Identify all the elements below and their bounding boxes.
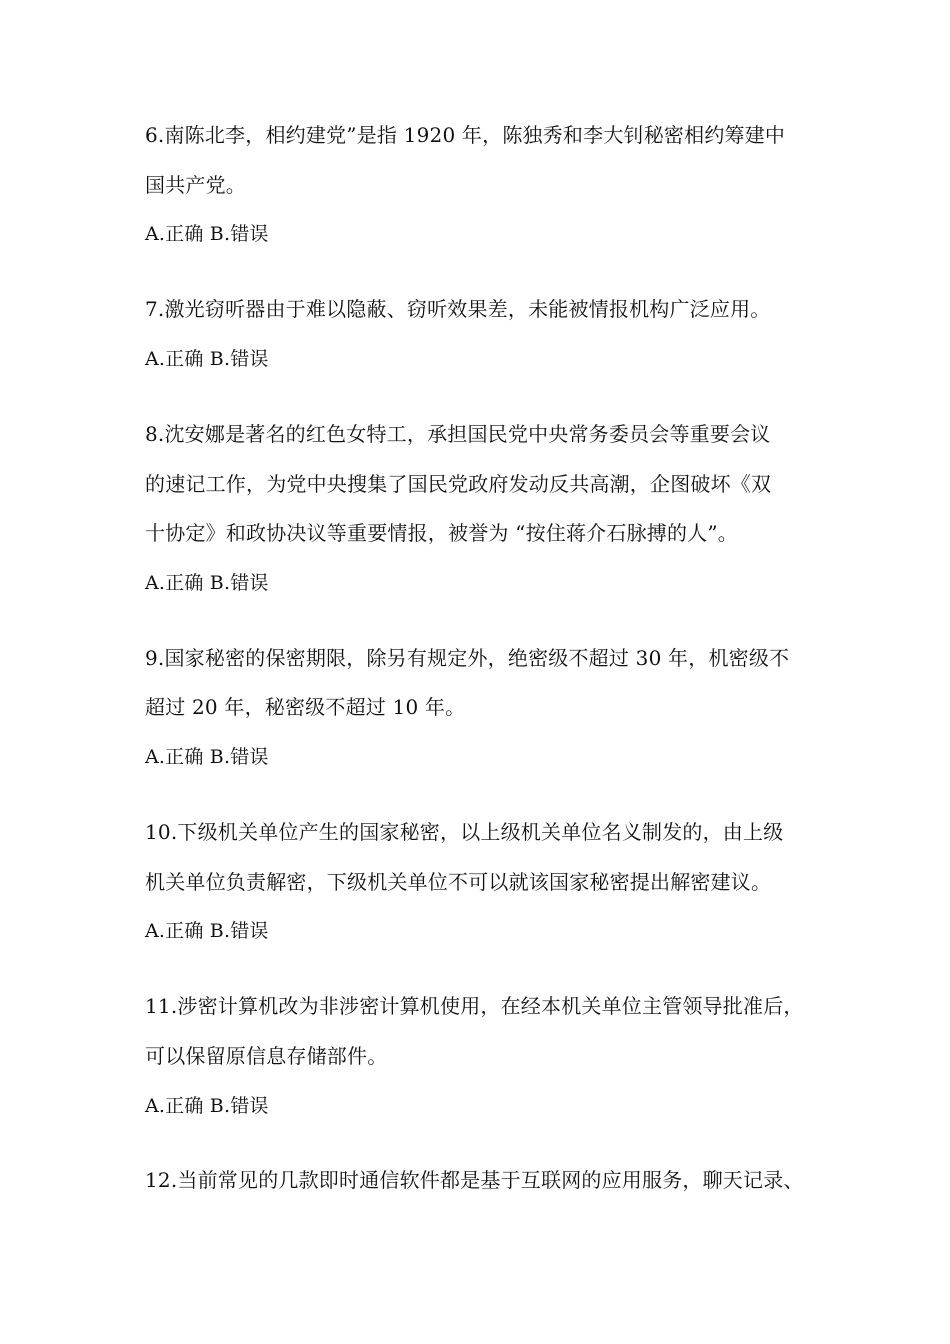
question-8-line-1: 8.沈安娜是著名的红色女特工，承担国民党中央常务委员会等重要会议 — [145, 422, 771, 446]
question-12-line-1: 12.当前常见的几款即时通信软件都是基于互联网的应用服务，聊天记录、 — [145, 1168, 804, 1192]
question-9-options: A.正确 B.错误 — [145, 746, 269, 768]
question-11-options: A.正确 B.错误 — [145, 1095, 269, 1117]
question-8-options: A.正确 B.错误 — [145, 572, 269, 594]
question-6-line-2: 国共产党。 — [145, 173, 246, 197]
question-11-line-1: 11.涉密计算机改为非涉密计算机使用，在经本机关单位主管领导批准后， — [145, 994, 804, 1018]
question-9-line-2: 超过 20 年，秘密级不超过 10 年。 — [145, 695, 466, 719]
question-10-options: A.正确 B.错误 — [145, 920, 269, 942]
question-6-options: A.正确 B.错误 — [145, 223, 269, 245]
question-7-line-1: 7.激光窃听器由于难以隐蔽、窃听效果差，未能被情报机构广泛应用。 — [145, 297, 771, 321]
question-8-line-2: 的速记工作，为党中央搜集了国民党政府发动反共高潮，企图破坏《双 — [145, 472, 772, 496]
question-10-line-2: 机关单位负责解密，下级机关单位不可以就该国家秘密提出解密建议。 — [145, 870, 772, 894]
question-11-line-2: 可以保留原信息存储部件。 — [145, 1044, 388, 1068]
question-7-options: A.正确 B.错误 — [145, 348, 269, 370]
question-9-line-1: 9.国家秘密的保密期限，除另有规定外，绝密级不超过 30 年，机密级不 — [145, 646, 790, 670]
question-6-line-1: 6.南陈北李，相约建党”是指 1920 年，陈独秀和李大钊秘密相约筹建中 — [145, 123, 786, 147]
question-8-line-3: 十协定》和政协决议等重要情报，被誉为 “按住蒋介石脉搏的人”。 — [145, 521, 739, 545]
question-10-line-1: 10.下级机关单位产生的国家秘密，以上级机关单位名义制发的，由上级 — [145, 820, 784, 844]
